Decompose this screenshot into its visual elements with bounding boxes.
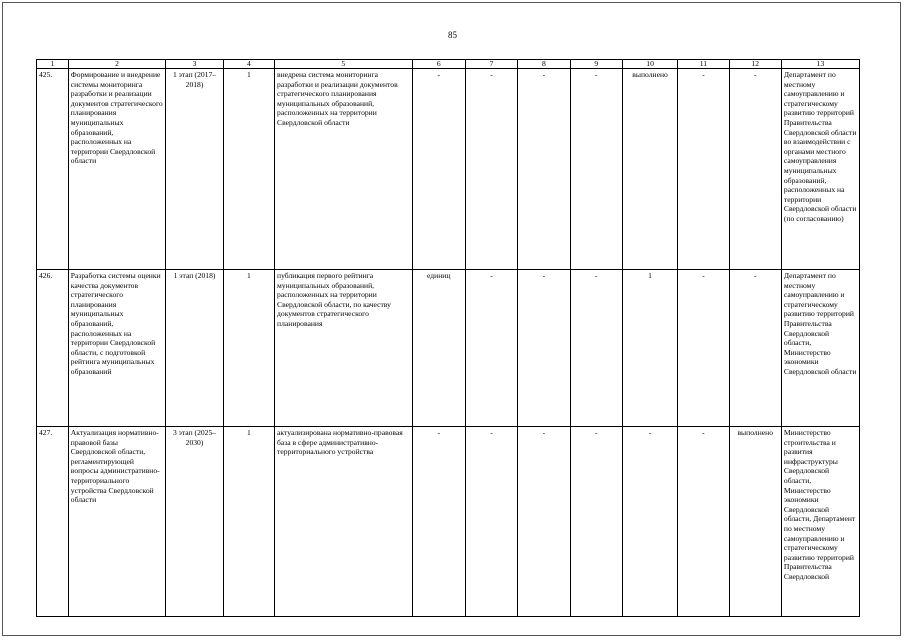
measures-table <box>36 59 860 617</box>
table-row <box>37 427 860 617</box>
cell: - <box>729 69 781 270</box>
cell: 1 <box>223 270 274 427</box>
col-header: 3 <box>166 60 223 69</box>
col-header: 6 <box>412 60 465 69</box>
col-header: 11 <box>678 60 729 69</box>
cell: - <box>570 427 622 617</box>
cell: 1 <box>223 427 274 617</box>
responsible: Департамент по местному самоуправлению и стратегическому развитию территорий Правительства Свердловской области, Министерство экономики Свердловской области <box>781 270 859 427</box>
row-number: 426. <box>37 270 69 427</box>
cell: - <box>412 69 465 270</box>
cell: единиц <box>412 270 465 427</box>
col-header: 5 <box>275 60 413 69</box>
measure-name: Формирование и внедрение системы мониторинга разработки и реализации документов стратегического планирования муниципальных образований, расположенных на территории Свердловской области <box>68 69 165 270</box>
measure-name: Актуализация нормативно-правовой базы Свердловской области, регламентирующей вопросы административно-территориального устройства Свердловской области <box>68 427 165 617</box>
stage: 1 этап (2017–2018) <box>166 69 223 270</box>
col-header: 1 <box>37 60 69 69</box>
header-row <box>37 60 860 69</box>
col-header: 4 <box>223 60 274 69</box>
col-header: 7 <box>465 60 517 69</box>
result: актуализирована нормативно-правовая база в сфере административно-территориального устройства <box>275 427 413 617</box>
row-number: 427. <box>37 427 69 617</box>
col-header: 12 <box>729 60 781 69</box>
responsible: Министерство строительства и развития инфраструктуры Свердловской области, Министерство экономики Свердловской области, Департамент по местному самоуправлению и стратегическому развитию территорий Правительства Свердловской <box>781 427 859 617</box>
cell: - <box>678 427 729 617</box>
cell: - <box>518 270 570 427</box>
cell: - <box>678 69 729 270</box>
responsible: Департамент по местному самоуправлению и стратегическому развитию территорий Правительства Свердловской области во взаимодействии с органами местного самоуправления муниципальных образований, расположенных на территории Свердловской области (по согласованию) <box>781 69 859 270</box>
result: внедрена система мониторинга разработки и реализации документов стратегического планирования муниципальных образований, расположенных на территории Свердловской области <box>275 69 413 270</box>
cell: - <box>518 69 570 270</box>
cell: - <box>412 427 465 617</box>
table-row <box>37 69 860 270</box>
row-number: 425. <box>37 69 69 270</box>
cell: - <box>570 69 622 270</box>
cell: - <box>570 270 622 427</box>
cell: - <box>518 427 570 617</box>
result: публикация первого рейтинга муниципальных образований, расположенных на территории Свердловской области, по качеству документов стратегического планирования <box>275 270 413 427</box>
stage: 3 этап (2025–2030) <box>166 427 223 617</box>
cell: выполнено <box>729 427 781 617</box>
col-header: 2 <box>68 60 165 69</box>
cell: выполнено <box>622 69 677 270</box>
cell: - <box>465 270 517 427</box>
cell: - <box>622 427 677 617</box>
cell: - <box>678 270 729 427</box>
page-number: 85 <box>448 30 457 40</box>
stage: 1 этап (2018) <box>166 270 223 427</box>
cell: 1 <box>223 69 274 270</box>
measure-name: Разработка системы оценки качества документов стратегического планирования муниципальных образований, расположенных на территории Свердловской области, с подготовкой рейтинга муниципальных образований <box>68 270 165 427</box>
col-header: 13 <box>781 60 859 69</box>
table-row <box>37 270 860 427</box>
cell: 1 <box>622 270 677 427</box>
cell: - <box>729 270 781 427</box>
col-header: 10 <box>622 60 677 69</box>
cell: - <box>465 427 517 617</box>
col-header: 8 <box>518 60 570 69</box>
col-header: 9 <box>570 60 622 69</box>
cell: - <box>465 69 517 270</box>
